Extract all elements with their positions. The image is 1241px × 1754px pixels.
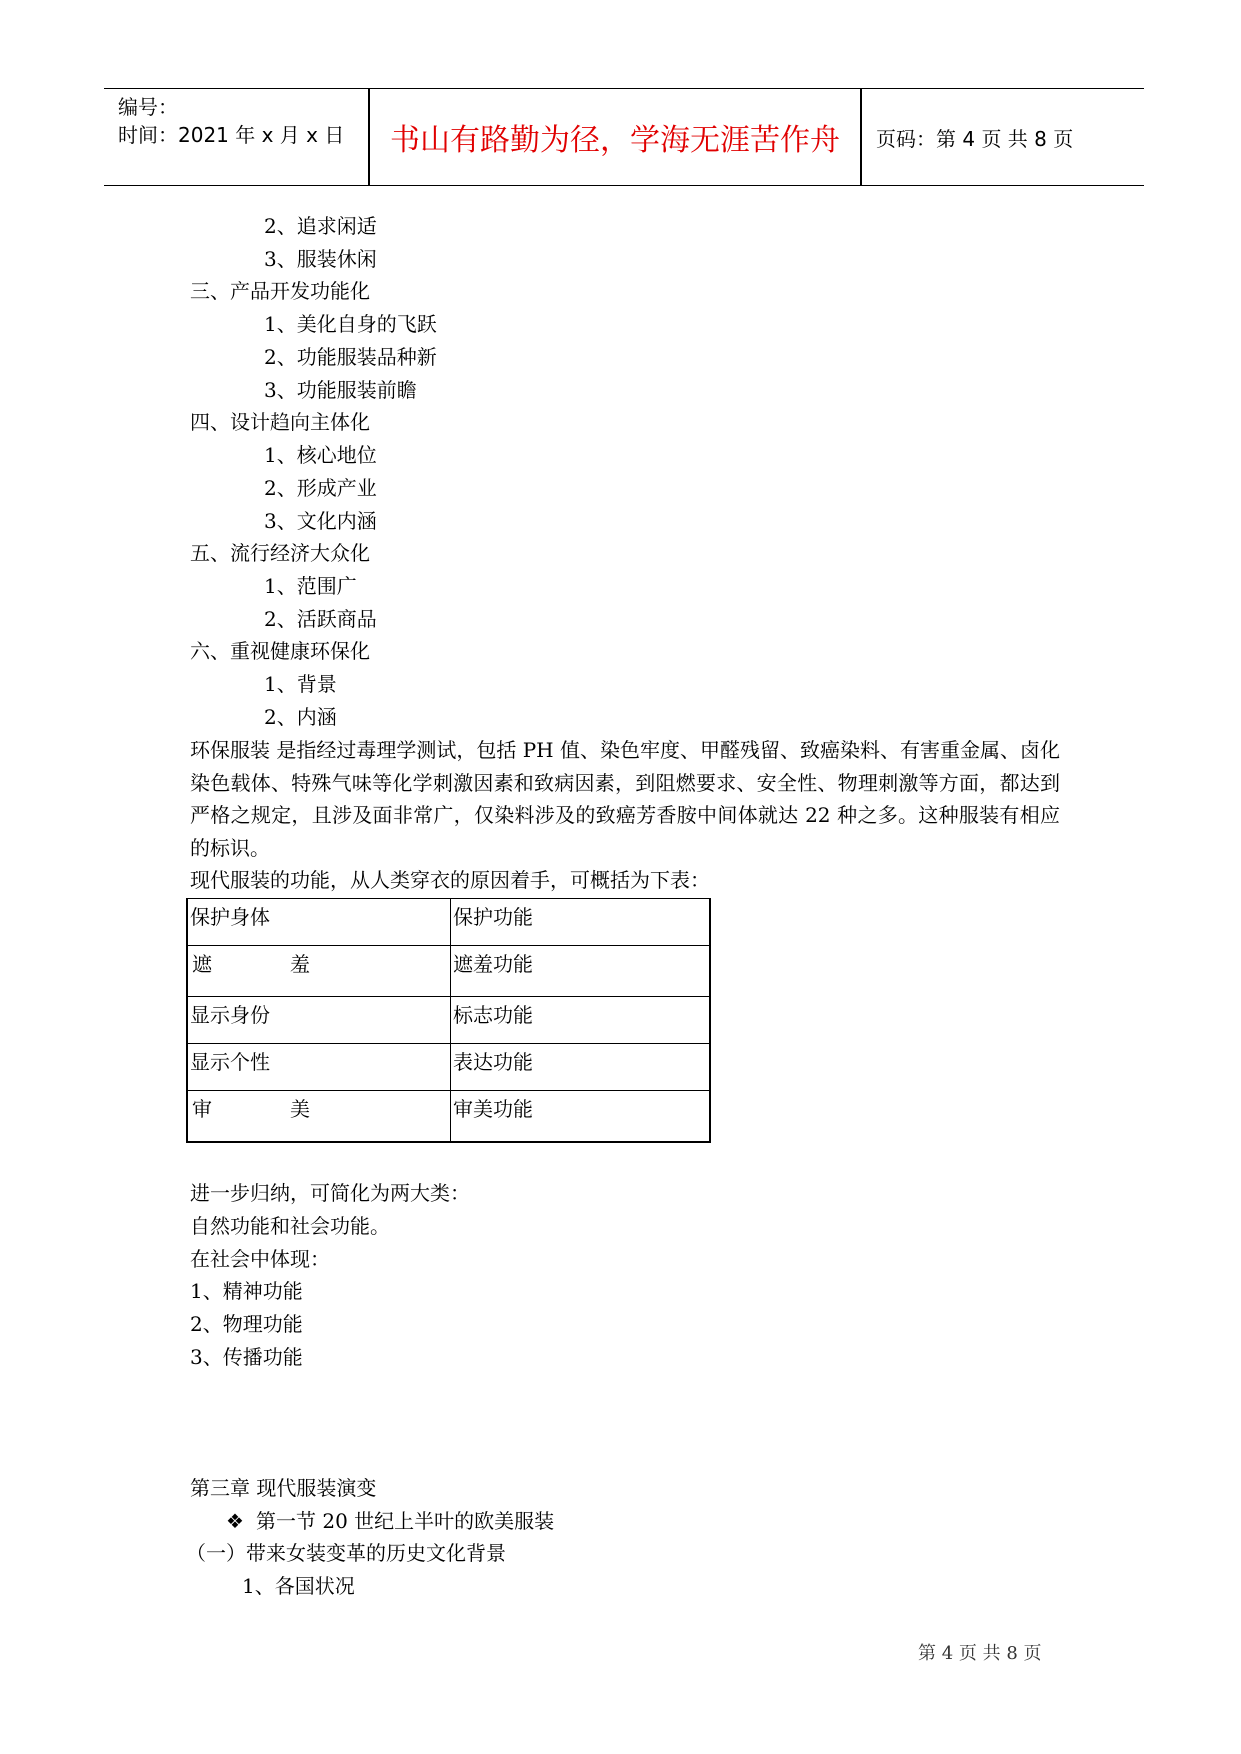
outline-heading: 五、流行经济大众化 [190, 541, 370, 565]
table-cell-char: 遮 [192, 952, 212, 976]
table-row [187, 1091, 710, 1143]
table-cell: 审美功能 [451, 1091, 711, 1143]
outline-item: 2、形成产业 [264, 476, 377, 500]
diamond-bullet-icon: ❖ [226, 1509, 244, 1533]
outline-heading: 四、设计趋向主体化 [190, 410, 370, 434]
outline-item: 2、功能服装品种新 [264, 345, 437, 369]
outline-item: 3、功能服装前瞻 [264, 378, 417, 402]
summary-line: 在社会中体现： [190, 1247, 330, 1271]
outline-item: 2、追求闲适 [264, 214, 377, 238]
table-cell-char: 审 [192, 1097, 212, 1121]
header-page-label: 页码：第 4 页 共 8 页 [876, 126, 1074, 151]
table-row [187, 997, 710, 1044]
outline-item: 3、文化内涵 [264, 509, 377, 533]
summary-item: 3、传播功能 [190, 1345, 303, 1369]
summary-line: 进一步归纳，可简化为两大类： [190, 1181, 470, 1205]
function-table [186, 898, 711, 1143]
header-meta [118, 93, 344, 149]
section-title [226, 1507, 554, 1535]
table-row [187, 1044, 710, 1091]
table-cell [187, 1091, 451, 1143]
body-paragraph: 环保服装 是指经过毒理学测试，包括 PH 值、染色牢度、甲醛残留、致癌染料、有害重金属、卤化染色载体、特殊气味等化学刺激因素和致病因素，到阻燃要求、安全性、物理刺激等方面，都达到严格之规定，且涉及面非常广，仅染料涉及的致癌芳香胺中间体就达 22 种之多。这种服装有相应的标识。 [190, 738, 1060, 860]
outline-item: 2、内涵 [264, 705, 337, 729]
outline-item: 1、美化自身的飞跃 [264, 312, 437, 336]
table-cell: 显示身份 [187, 997, 451, 1044]
outline-item: 1、范围广 [264, 574, 357, 598]
table-cell-char: 羞 [290, 952, 310, 976]
outline-item: 1、背景 [264, 672, 337, 696]
outline-heading: 六、重视健康环保化 [190, 639, 370, 663]
outline-item: 2、活跃商品 [264, 607, 377, 631]
outline-item: 1、核心地位 [264, 443, 377, 467]
summary-line: 自然功能和社会功能。 [190, 1214, 390, 1238]
header-motto: 书山有路勤为径，学海无涯苦作舟 [390, 123, 840, 158]
table-cell: 保护功能 [451, 899, 711, 946]
section-title-text: 第一节 20 世纪上半叶的欧美服装 [256, 1509, 555, 1533]
table-cell: 显示个性 [187, 1044, 451, 1091]
outline-item: 3、服装休闲 [264, 247, 377, 271]
subsection-title: （一）带来女装变革的历史文化背景 [186, 1541, 506, 1565]
table-cell: 遮羞功能 [451, 946, 711, 997]
subsection-item: 1、各国状况 [242, 1574, 355, 1598]
header-divider [860, 89, 862, 185]
chapter-title: 第三章 现代服装演变 [190, 1476, 377, 1500]
summary-item: 1、精神功能 [190, 1279, 303, 1303]
table-cell: 标志功能 [451, 997, 711, 1044]
page-header [104, 88, 1144, 186]
outline-heading: 三、产品开发功能化 [190, 279, 370, 303]
header-number-label: 编号： [118, 95, 178, 119]
table-row [187, 946, 710, 997]
table-intro: 现代服装的功能，从人类穿衣的原因着手，可概括为下表： [190, 868, 710, 892]
table-cell-char: 美 [290, 1097, 310, 1121]
header-time-label: 时间：2021 年 x 月 x 日 [118, 123, 345, 147]
page-footer: 第 4 页 共 8 页 [918, 1643, 1042, 1664]
table-cell: 表达功能 [451, 1044, 711, 1091]
summary-item: 2、物理功能 [190, 1312, 303, 1336]
table-cell [187, 946, 451, 997]
table-cell: 保护身体 [187, 899, 451, 946]
table-row [187, 899, 710, 946]
